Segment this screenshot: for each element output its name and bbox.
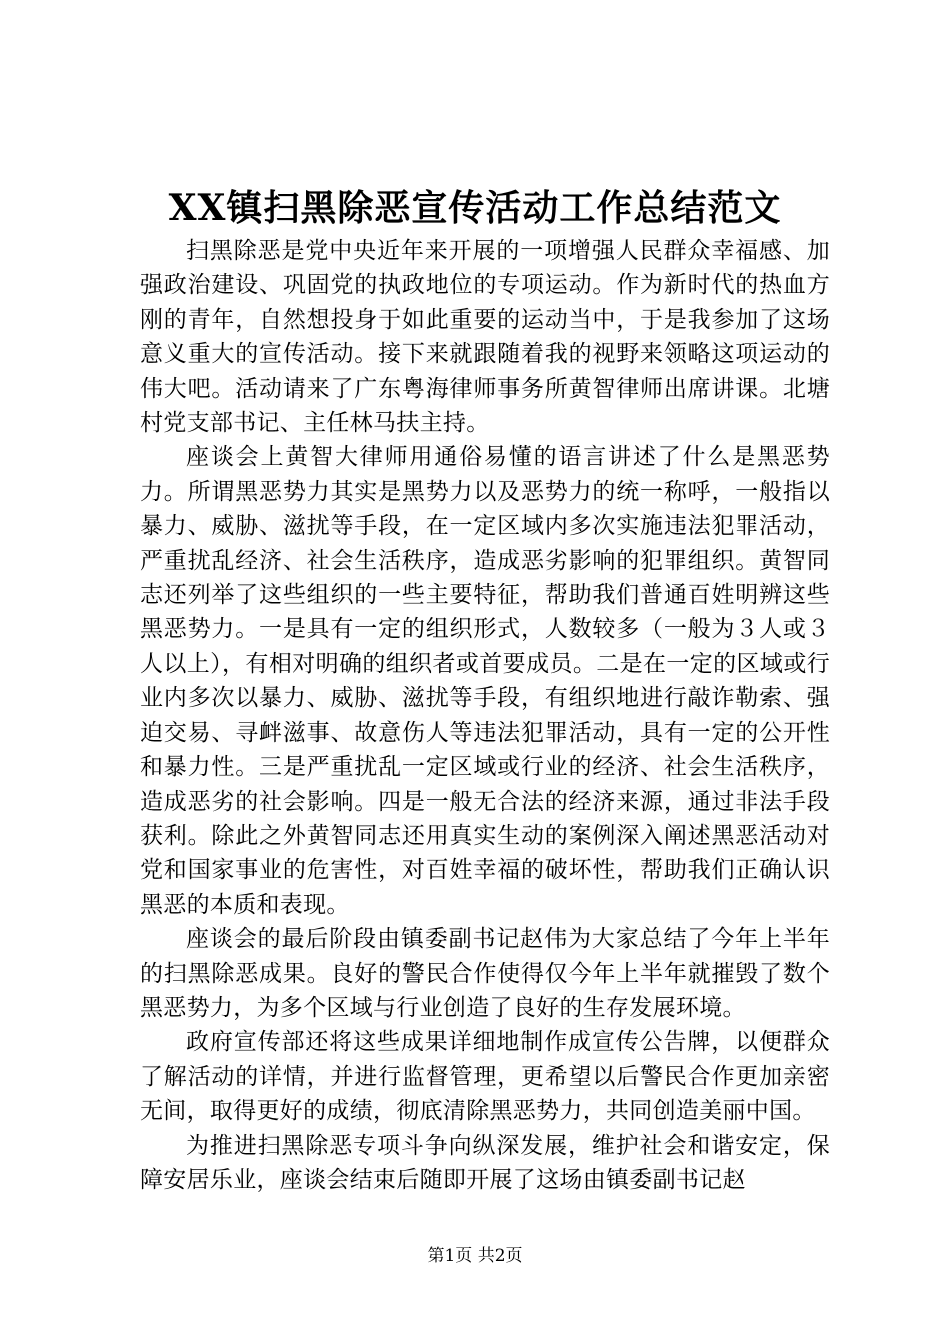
document-body: [140, 234, 830, 1197]
document-title: XX镇扫黑除恶宣传活动工作总结范文: [168, 187, 782, 229]
page-number-footer: 第1页 共2页: [427, 1246, 523, 1266]
paragraph: 政府宣传部还将这些成果详细地制作成宣传公告牌，以便群众了解活动的详情，并进行监督管理，更希望以后警民合作更加亲密无间，取得更好的成绩，彻底清除黑恶势力，共同创造美丽中国。: [140, 1029, 830, 1125]
paragraph: 座谈会的最后阶段由镇委副书记赵伟为大家总结了今年上半年的扫黑除恶成果。良好的警民合作使得仅今年上半年就摧毁了数个黑恶势力，为多个区域与行业创造了良好的生存发展环境。: [140, 926, 830, 1021]
paragraph: 座谈会上黄智大律师用通俗易懂的语言讲述了什么是黑恶势力。所谓黑恶势力其实是黑势力以及恶势力的统一称呼，一般指以暴力、威胁、滋扰等手段，在一定区域内多次实施违法犯罪活动，严重扰乱经济、社会生活秩序，造成恶劣影响的犯罪组织。黄智同志还列举了这些组织的一些主要特征，帮助我们普通百姓明辨这些黑恶势力。一是具有一定的组织形式，人数较多（一般为３人或３人以上），有相对明确的组织者或首要成员。二是在一定的区域或行业内多次以暴力、威胁、滋扰等手段，有组织地进行敲诈勒索、强迫交易、寻衅滋事、故意伤人等违法犯罪活动，具有一定的公开性和暴力性。三是严重扰乱一定区域或行业的经济、社会生活秩序，造成恶劣的社会影响。四是一般无合法的经济来源，通过非法手段获利。除此之外黄智同志还用真实生动的案例深入阐述黑恶活动对党和国家事业的危害性，对百姓幸福的破坏性，帮助我们正确认识黑恶的本质和表现。: [140, 444, 830, 918]
paragraph: 扫黑除恶是党中央近年来开展的一项增强人民群众幸福感、加强政治建设、巩固党的执政地位的专项运动。作为新时代的热血方刚的青年，自然想投身于如此重要的运动当中，于是我参加了这场意义重大的宣传活动。接下来就跟随着我的视野来领略这项运动的伟大吧。活动请来了广东粤海律师事务所黄智律师出席讲课。北塘村党支部书记、主任林马扶主持。: [140, 238, 830, 437]
paragraph: 为推进扫黑除恶专项斗争向纵深发展，维护社会和谐安定，保障安居乐业，座谈会结束后随即开展了这场由镇委副书记赵: [140, 1132, 830, 1193]
